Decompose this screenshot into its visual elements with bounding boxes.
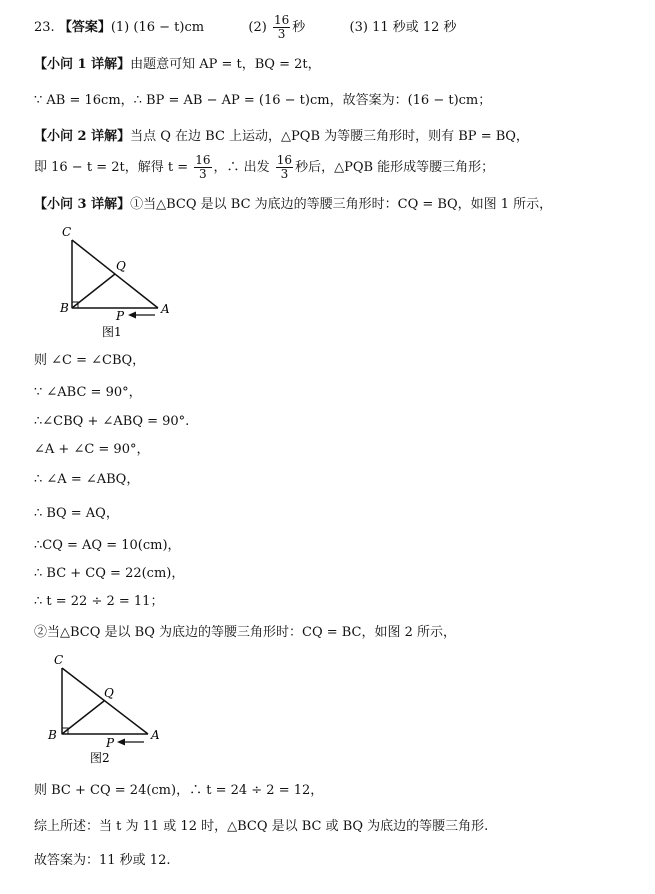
part2-mark: (2): [248, 20, 267, 35]
label-p: P: [116, 309, 125, 323]
q3-tag: 【小问 3 详解】: [34, 197, 131, 212]
q2-fraction-2: [276, 154, 293, 181]
fraction-numerator: 16: [276, 153, 293, 167]
label-q: Q: [104, 686, 114, 700]
fraction-denominator: 3: [277, 27, 286, 41]
label-q: Q: [116, 259, 126, 273]
label-c: C: [54, 653, 64, 667]
part1-mark: (1): [110, 20, 130, 35]
q1-line1: [34, 56, 321, 74]
label-a: A: [151, 728, 160, 742]
arrow-left-icon: [117, 739, 125, 746]
label-b: B: [48, 728, 57, 742]
q1-text1: 由题意可知 AP = t，BQ = 2t，: [130, 57, 321, 72]
q2-text2a: 即 16 − t = 2t，解得 t =: [34, 160, 189, 175]
step-line: ∴ BQ = AQ，: [34, 506, 119, 521]
answer-tag: 【答案】: [58, 20, 111, 35]
q2-text2c: 秒后，△PQB 能形成等腰三角形；: [295, 160, 495, 175]
q3-case1-intro: ①当△BCQ 是以 BC 为底边的等腰三角形时：CQ = BQ，如图 1 所示，: [130, 197, 553, 212]
fraction-denominator: 3: [199, 167, 207, 181]
fraction-denominator: 3: [280, 167, 289, 181]
q2-line1: [34, 128, 529, 146]
q1-line2: ∵ AB = 16cm，∴ BP = AB − AP = (16 − t)cm，故答案为：(16 − t)cm；: [34, 93, 492, 108]
q2-text1: 当点 Q 在边 BC 上运动，△PQB 为等腰三角形时，则有 BP = BQ，: [130, 129, 529, 144]
part1-value: (16 − t)cm: [133, 20, 205, 35]
question-number: 23.: [34, 20, 55, 35]
step-line: ∠A + ∠C = 90°，: [34, 442, 150, 457]
q3-case2-intro: ②当△BCQ 是以 BQ 为底边的等腰三角形时：CQ = BC，如图 2 所示，: [34, 625, 457, 640]
fraction-numerator: 16: [273, 13, 290, 27]
figure-2-caption: 图2: [90, 751, 110, 765]
step-line: ∴ BC + CQ = 22(cm)，: [34, 566, 185, 581]
figure-1-diagram: [50, 222, 190, 344]
figure-1-caption: 图1: [102, 325, 122, 339]
part2-unit: 秒: [292, 20, 306, 35]
label-p: P: [106, 736, 115, 750]
q2-text2b: ，∴ 出发: [213, 160, 270, 175]
step-line: 则 ∠C = ∠CBQ，: [34, 353, 146, 368]
arrow-left-icon: [128, 312, 136, 319]
step-line: ∴ t = 22 ÷ 2 = 11；: [34, 594, 164, 609]
final-answer: 故答案为：11 秒或 12.: [34, 853, 171, 868]
label-c: C: [62, 225, 72, 239]
step-line: ∵ ∠ABC = 90°，: [34, 385, 142, 400]
step-line: ∴∠CBQ + ∠ABQ = 90°.: [34, 414, 190, 429]
q1-tag: 【小问 1 详解】: [34, 57, 131, 72]
q3-line1: [34, 196, 552, 214]
fraction-numerator: 16: [195, 153, 211, 167]
label-a: A: [161, 302, 170, 316]
q2-tag: 【小问 2 详解】: [34, 129, 131, 144]
part3-mark: (3): [349, 20, 368, 35]
part2-fraction: [273, 14, 290, 41]
label-b: B: [60, 301, 69, 315]
q2-line2: [34, 154, 494, 181]
answer-header: [34, 14, 457, 41]
step-line: ∴CQ = AQ = 10(cm)，: [34, 538, 181, 553]
step-line: ∴ ∠A = ∠ABQ，: [34, 472, 140, 487]
summary-line: 综上所述：当 t 为 11 或 12 时，△BCQ 是以 BC 或 BQ 为底边的等腰三角形.: [34, 819, 489, 834]
q2-fraction-1: [194, 154, 211, 181]
figure-2-diagram: [44, 650, 174, 772]
case2-step: 则 BC + CQ = 24(cm)，∴ t = 24 ÷ 2 = 12，: [34, 783, 324, 798]
part3-value: 11 秒或 12 秒: [372, 20, 457, 35]
